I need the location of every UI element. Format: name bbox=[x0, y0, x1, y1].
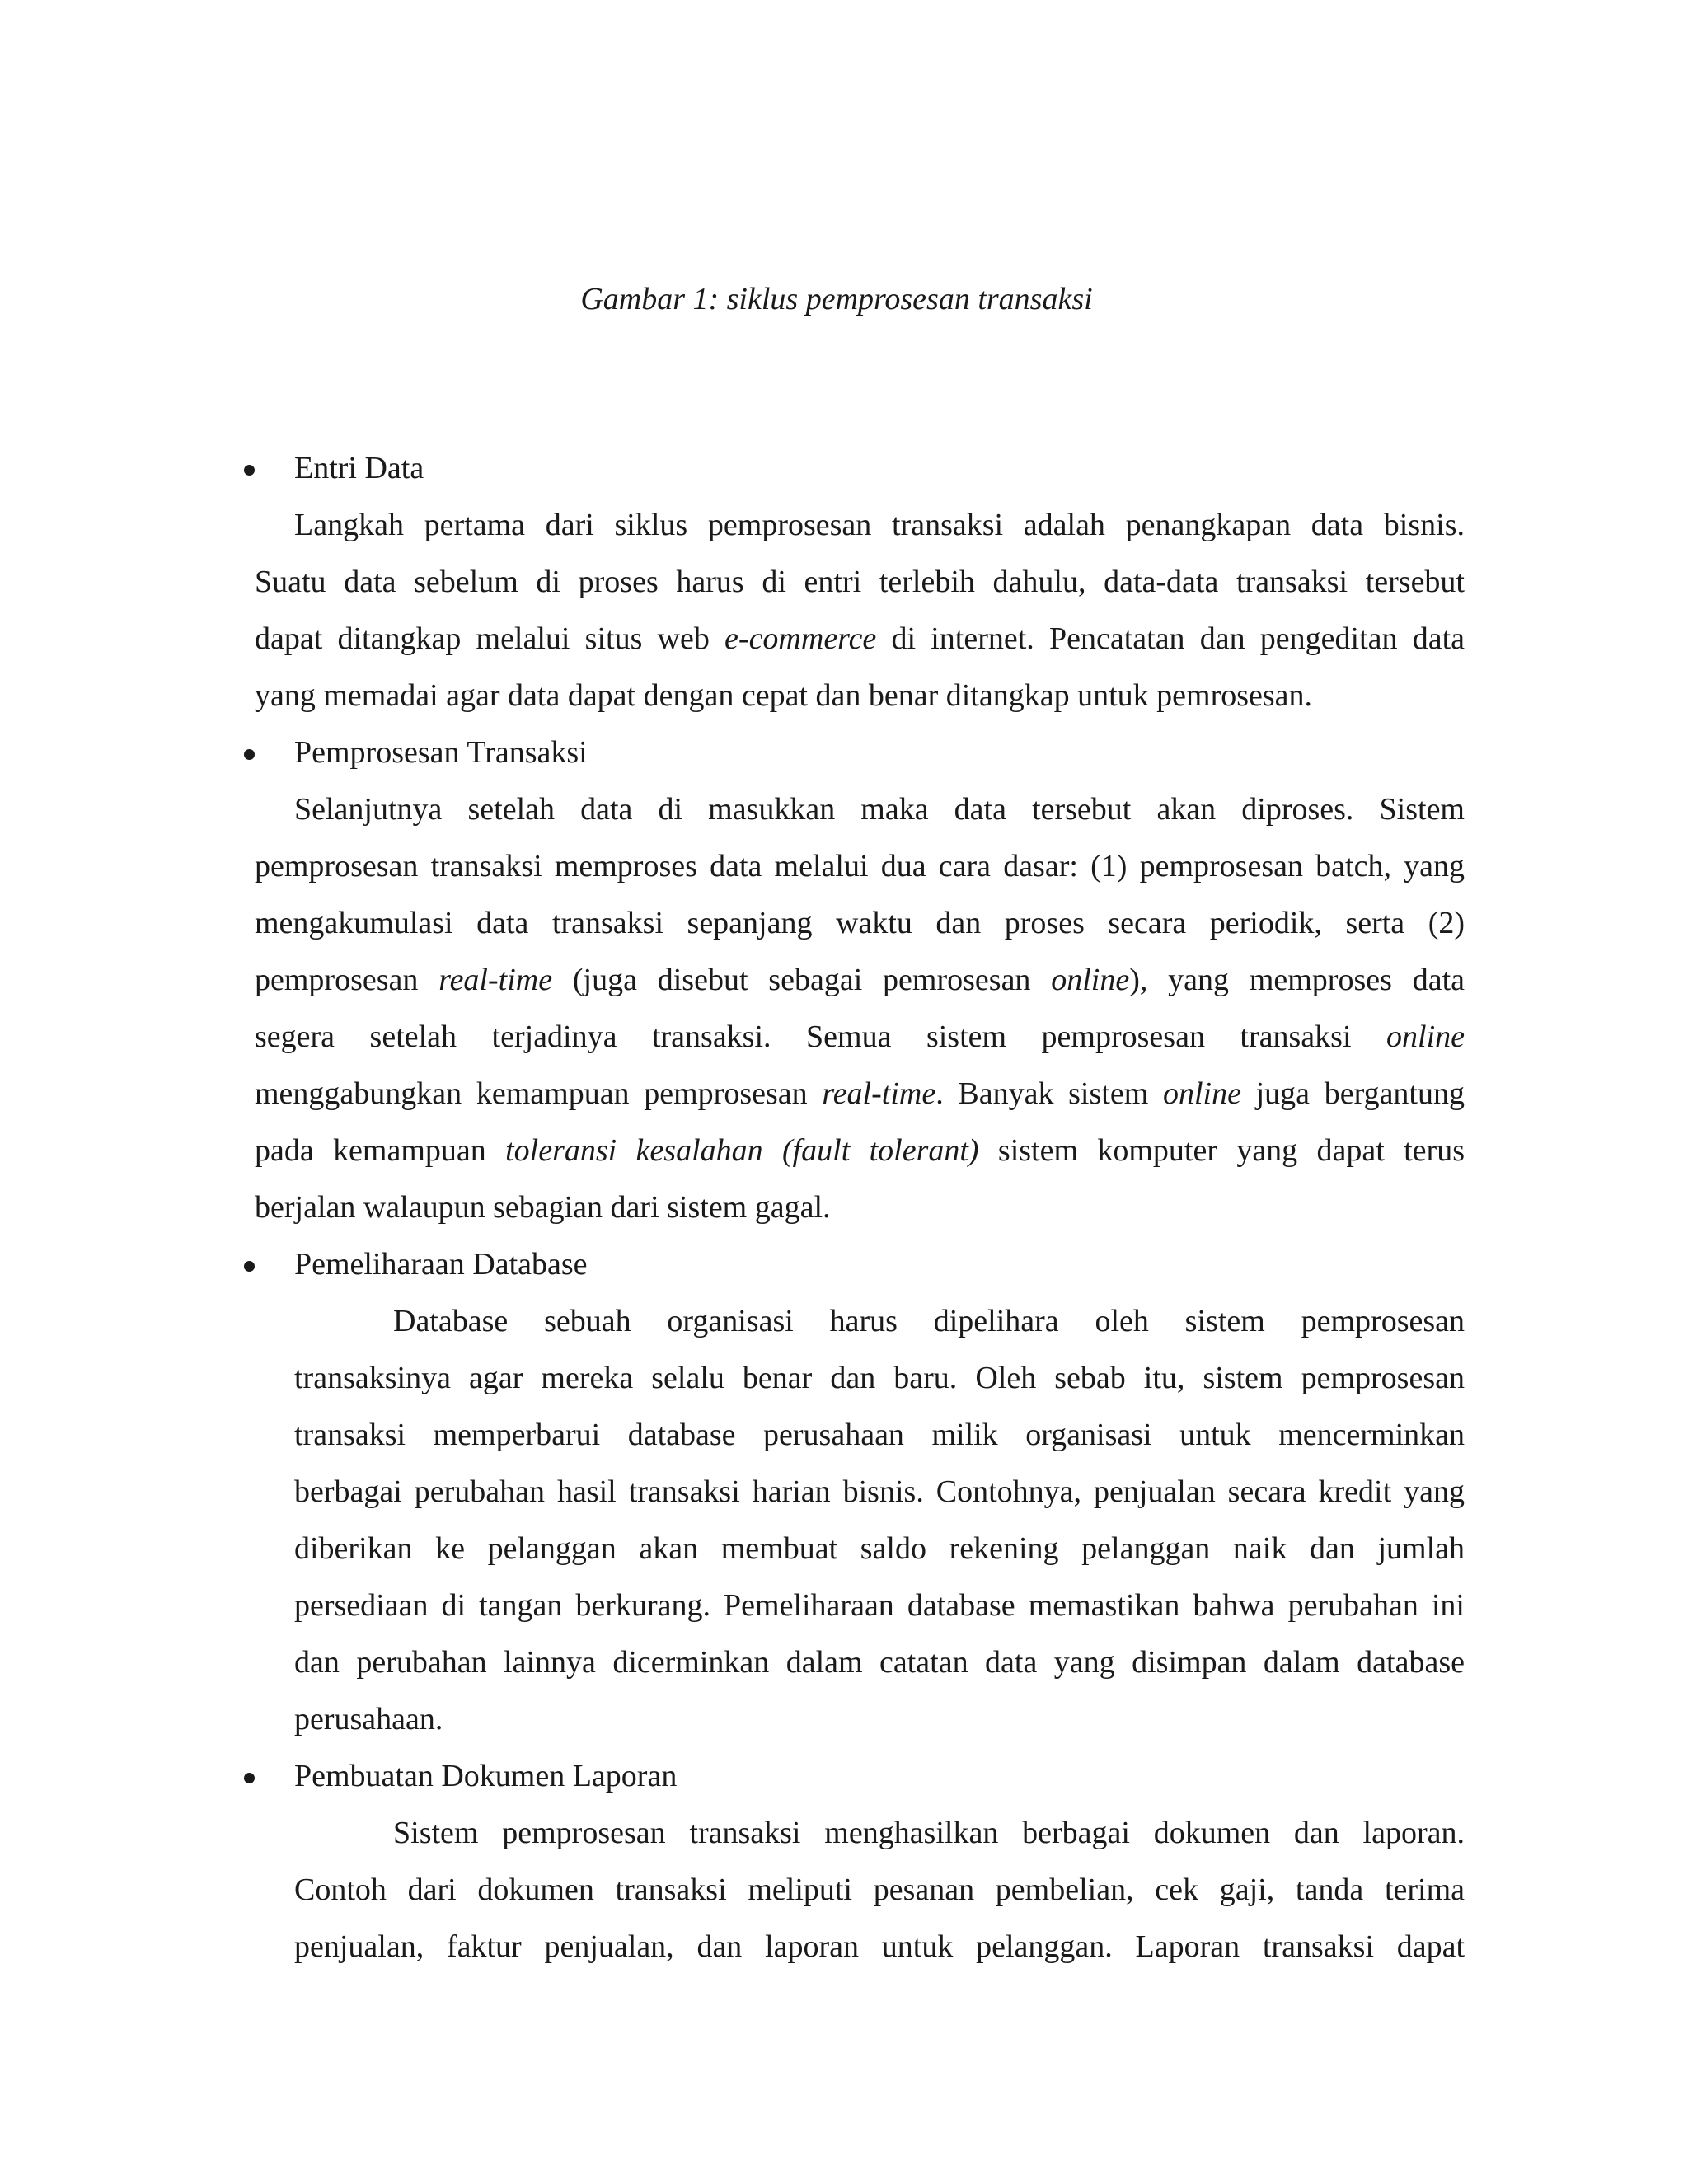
bullet-icon bbox=[244, 1261, 255, 1272]
section-heading: Pemprosesan Transaksi bbox=[294, 735, 588, 770]
paragraph-line: berbagai perubahan hasil transaksi harian bisnis. Contohnya, penjualan secara kredit yang bbox=[294, 1474, 1465, 1509]
paragraph-line: Sistem pemprosesan transaksi menghasilkan berbagai dokumen dan laporan. bbox=[393, 1816, 1465, 1850]
paragraph-line: mengakumulasi data transaksi sepanjang waktu dan proses secara periodik, serta (2) bbox=[255, 906, 1465, 940]
paragraph-line: Contoh dari dokumen transaksi meliputi pesanan pembelian, cek gaji, tanda terima bbox=[294, 1872, 1465, 1907]
paragraph-line: perusahaan. bbox=[294, 1702, 443, 1736]
paragraph-line: pada kemampuan toleransi kesalahan (fault tolerant) sistem komputer yang dapat terus bbox=[255, 1133, 1465, 1168]
paragraph-line: dapat ditangkap melalui situs web e-commerce di internet. Pencatatan dan pengeditan data bbox=[255, 621, 1465, 656]
paragraph-line: transaksinya agar mereka selalu benar dan baru. Oleh sebab itu, sistem pemprosesan bbox=[294, 1361, 1465, 1395]
paragraph-line: persediaan di tangan berkurang. Pemeliharaan database memastikan bahwa perubahan ini bbox=[294, 1588, 1465, 1623]
paragraph-line: transaksi memperbarui database perusahaan milik organisasi untuk mencerminkan bbox=[294, 1418, 1465, 1452]
paragraph-line: diberikan ke pelanggan akan membuat saldo rekening pelanggan naik dan jumlah bbox=[294, 1531, 1465, 1566]
section-heading: Pemeliharaan Database bbox=[294, 1247, 588, 1282]
paragraph-line: Database sebuah organisasi harus dipelihara oleh sistem pemprosesan bbox=[393, 1304, 1465, 1338]
paragraph-line: Suatu data sebelum di proses harus di entri terlebih dahulu, data-data transaksi tersebut bbox=[255, 565, 1465, 599]
paragraph-line: penjualan, faktur penjualan, dan laporan untuk pelanggan. Laporan transaksi dapat bbox=[294, 1929, 1465, 1964]
paragraph-line: berjalan walaupun sebagian dari sistem gagal. bbox=[255, 1190, 831, 1225]
paragraph-line: pemprosesan transaksi memproses data melalui dua cara dasar: (1) pemprosesan batch, yang bbox=[255, 849, 1465, 883]
bullet-icon bbox=[244, 1773, 255, 1783]
paragraph-line: yang memadai agar data dapat dengan cepat dan benar ditangkap untuk pemrosesan. bbox=[255, 678, 1313, 713]
paragraph-line: Selanjutnya setelah data di masukkan maka data tersebut akan diproses. Sistem bbox=[294, 792, 1465, 827]
paragraph-line: pemprosesan real-time (juga disebut sebagai pemrosesan online), yang memproses data bbox=[255, 963, 1465, 997]
section-heading: Entri Data bbox=[294, 451, 424, 485]
bullet-icon bbox=[244, 749, 255, 760]
section-heading: Pembuatan Dokumen Laporan bbox=[294, 1759, 678, 1793]
bullet-icon bbox=[244, 465, 255, 476]
paragraph-line: segera setelah terjadinya transaksi. Semua sistem pemprosesan transaksi online bbox=[255, 1019, 1465, 1054]
paragraph-line: menggabungkan kemampuan pemprosesan real-time. Banyak sistem online juga bergantung bbox=[255, 1076, 1465, 1111]
paragraph-line: dan perubahan lainnya dicerminkan dalam catatan data yang disimpan dalam database bbox=[294, 1645, 1465, 1680]
figure-caption: Gambar 1: siklus pemprosesan transaksi bbox=[580, 282, 1093, 316]
paragraph-line: Langkah pertama dari siklus pemprosesan transaksi adalah penangkapan data bisnis. bbox=[294, 508, 1465, 542]
